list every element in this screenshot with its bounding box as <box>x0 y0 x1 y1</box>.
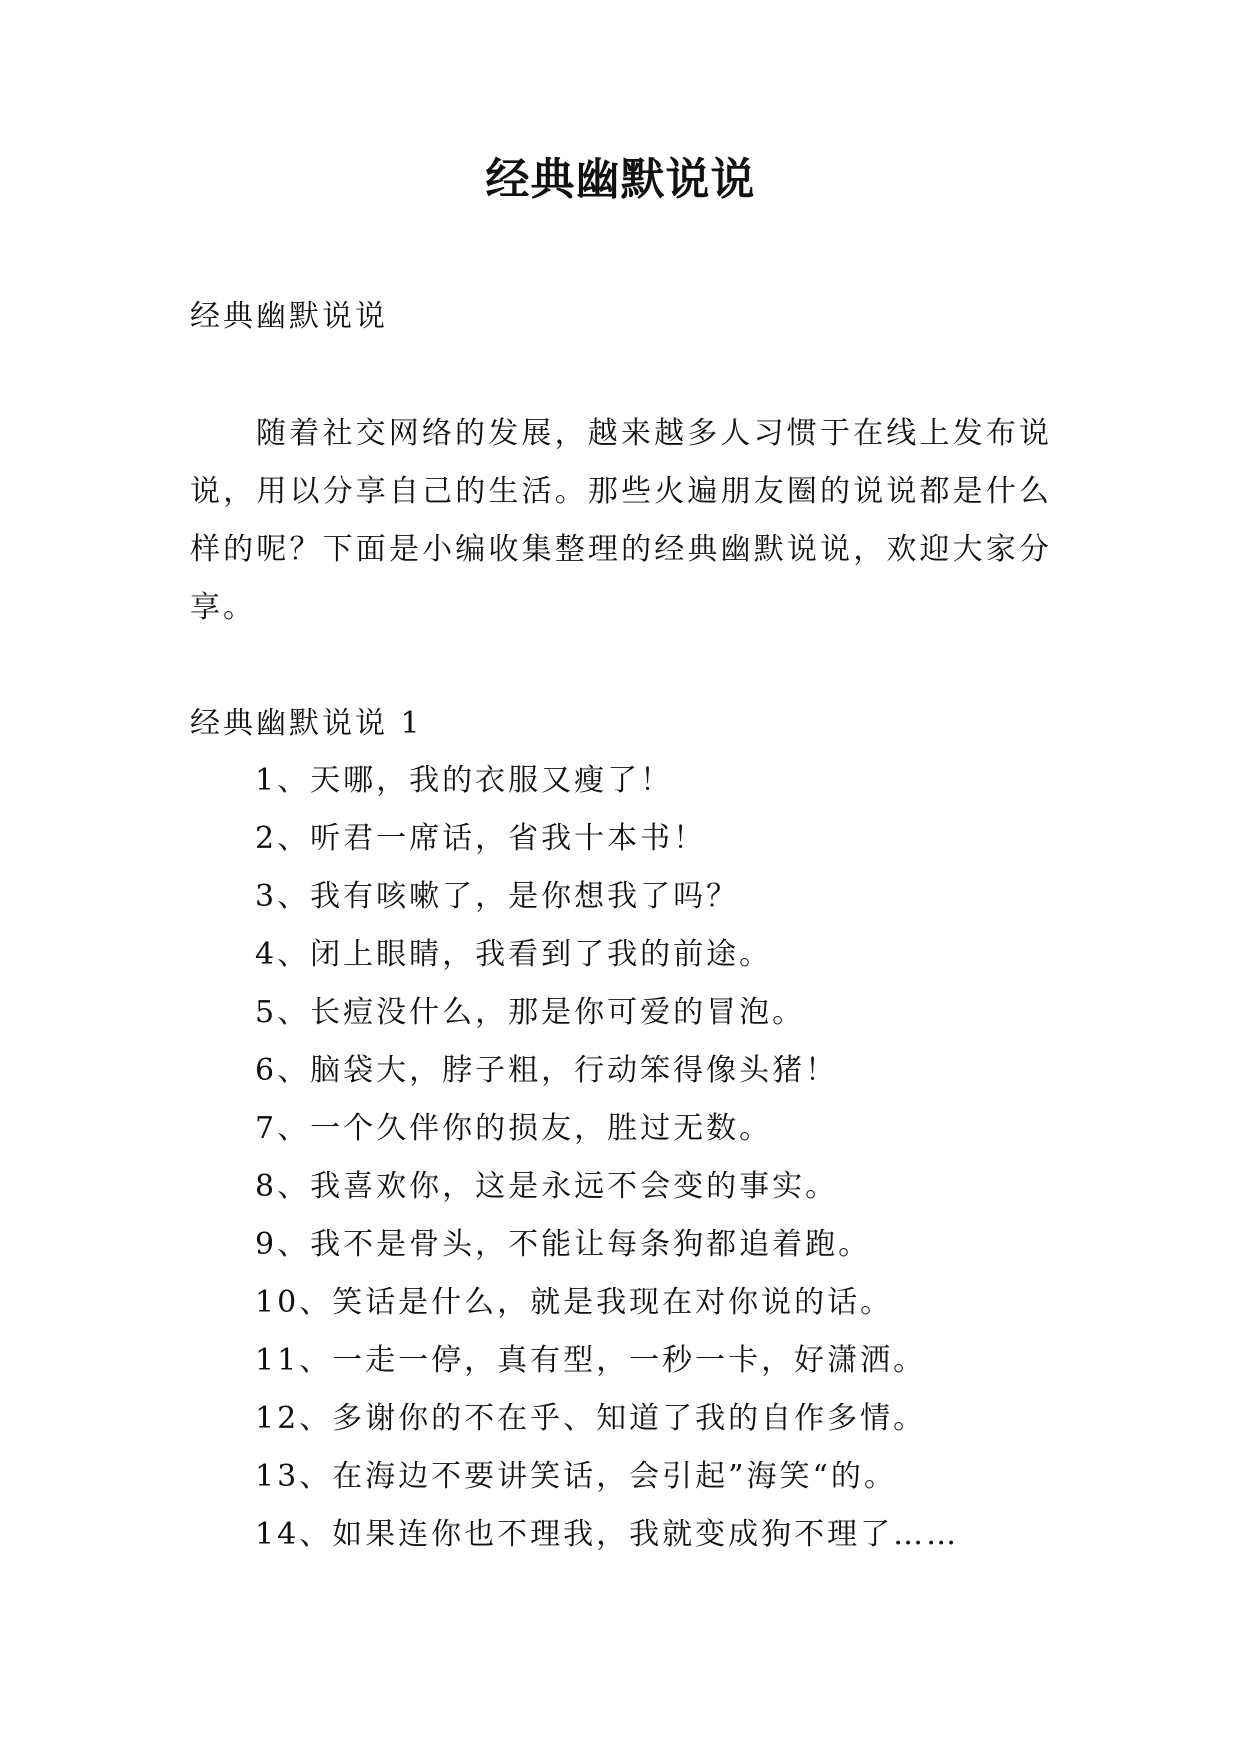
list-item: 12、多谢你的不在乎、知道了我的自作多情。 <box>255 1401 927 1436</box>
list-item: 1、天哪，我的衣服又瘦了！ <box>255 763 674 798</box>
list-item: 11、一走一停，真有型，一秒一卡，好潇洒。 <box>255 1343 927 1378</box>
list-item: 7、一个久伴你的损友，胜过无数。 <box>255 1111 773 1146</box>
joke-list <box>255 752 1055 1564</box>
list-item: 8、我喜欢你，这是永远不会变的事实。 <box>255 1169 839 1204</box>
list-item: 4、闭上眼睛，我看到了我的前途。 <box>255 937 773 972</box>
list-item: 2、听君一席话，省我十本书！ <box>255 821 707 856</box>
list-item: 9、我不是骨头，不能让每条狗都追着跑。 <box>255 1227 872 1262</box>
list-item: 14、如果连你也不理我，我就变成狗不理了…… <box>255 1517 960 1552</box>
list-item: 13、在海边不要讲笑话，会引起”海笑“的。 <box>255 1459 897 1494</box>
list-item: 6、脑袋大，脖子粗，行动笨得像头猪！ <box>255 1053 839 1088</box>
list-item: 5、长痘没什么，那是你可爱的冒泡。 <box>255 995 806 1030</box>
document-subtitle: 经典幽默说说 <box>190 299 388 334</box>
list-item: 10、笑话是什么，就是我现在对你说的话。 <box>255 1285 894 1320</box>
list-item: 3、我有咳嗽了，是你想我了吗？ <box>255 879 740 914</box>
intro-paragraph: 随着社交网络的发展，越来越多人习惯于在线上发布说说，用以分享自己的生活。那些火遍朋友圈的说说都是什么样的呢？下面是小编收集整理的经典幽默说说，欢迎大家分享。 <box>190 416 1052 625</box>
page-title: 经典幽默说说 <box>485 154 756 205</box>
section-heading: 经典幽默说说 1 <box>190 706 423 741</box>
